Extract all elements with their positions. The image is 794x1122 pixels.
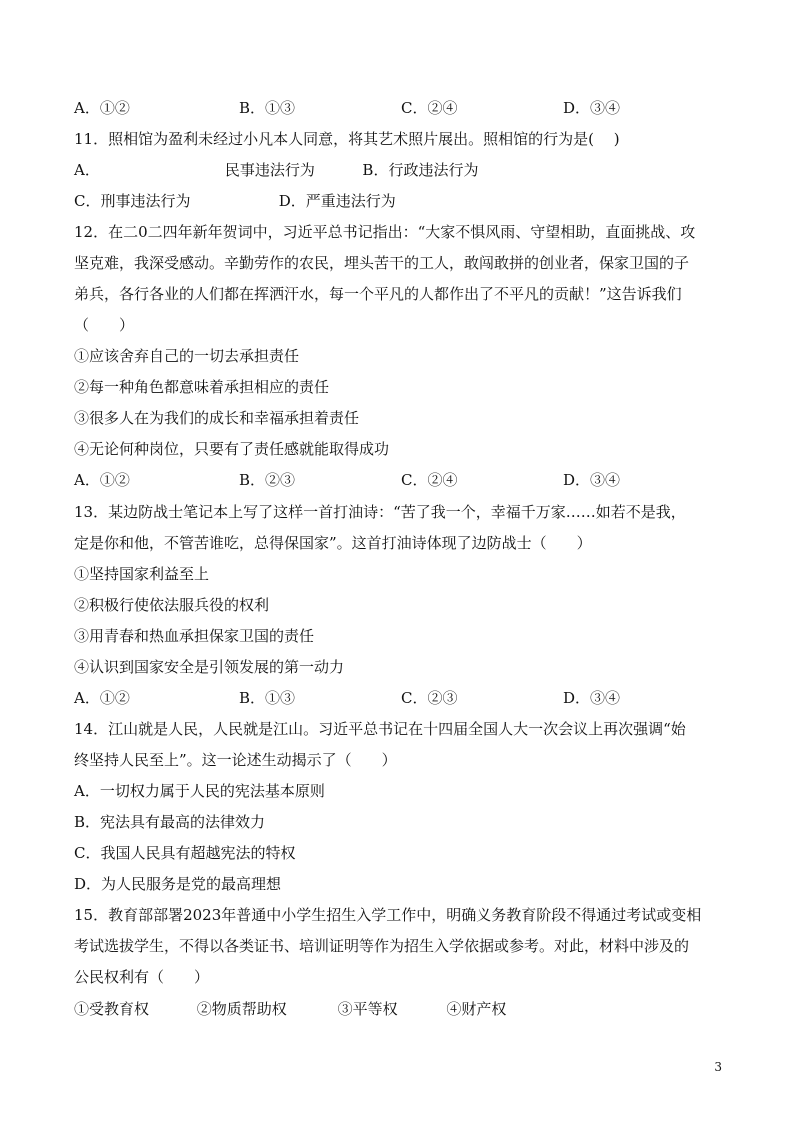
- q14-option-a[interactable]: A．一切权力属于人民的宪法基本原则: [74, 782, 325, 800]
- q13-option-c[interactable]: C．②③: [401, 689, 458, 707]
- q13-options: [74, 688, 722, 708]
- q14-stem-2: 终坚持人民至上”。这一论述生动揭示了（ ）: [74, 751, 397, 769]
- q12-options: [74, 470, 722, 490]
- q13-stem-1: 13．某边防战士笔记本上写了这样一首打油诗：“苦了我一个，幸福千万家……如若不是我，: [74, 503, 686, 521]
- q12-stem-2: 坚克难，我深受感动。辛勤劳作的农民，埋头苦干的工人，敢闯敢拼的创业者，保家卫国的子: [74, 254, 690, 272]
- q12-stem-4: （ ）: [74, 316, 135, 334]
- q12-option-d[interactable]: D．③④: [563, 471, 621, 489]
- q10-option-b[interactable]: B．①③: [239, 99, 296, 117]
- q12-item-1: ①应该舍弃自己的一切去承担责任: [74, 347, 300, 365]
- q11-stem: 11．照相馆为盈利未经过小凡本人同意，将其艺术照片展出。照相馆的行为是( ): [74, 130, 620, 148]
- q12-stem-1: 12．在二0二四年新年贺词中，习近平总书记指出：“大家不惧风雨、守望相助，直面挑战、攻: [74, 223, 696, 241]
- q14-stem-1: 14．江山就是人民，人民就是江山。习近平总书记在十四届全国人大一次会议上再次强调“始: [74, 720, 686, 738]
- q12-option-a[interactable]: A．①②: [74, 471, 130, 489]
- q13-item-2: ②积极行使依法服兵役的权利: [74, 596, 270, 614]
- q10-option-a[interactable]: A．①②: [74, 99, 130, 117]
- q11-option-a-letter: A．: [74, 161, 100, 179]
- q15-item-3: ③平等权: [337, 1000, 398, 1018]
- q13-item-1: ①坚持国家利益至上: [74, 565, 210, 583]
- q10-options: [74, 98, 722, 118]
- q11-options-ab: [74, 160, 722, 180]
- q13-option-a[interactable]: A．①②: [74, 689, 130, 707]
- page-number: 3: [714, 1060, 722, 1074]
- q14-option-d[interactable]: D．为人民服务是党的最高理想: [74, 875, 282, 893]
- q14-option-b[interactable]: B．宪法具有最高的法律效力: [74, 813, 266, 831]
- q10-option-c[interactable]: C．②④: [401, 99, 458, 117]
- q15-item-4: ④财产权: [446, 1000, 507, 1018]
- q12-item-4: ④无论何种岗位，只要有了责任感就能取得成功: [74, 440, 390, 458]
- q12-option-b[interactable]: B．②③: [239, 471, 296, 489]
- q11-option-a[interactable]: [74, 161, 320, 179]
- q11-options-cd: [74, 191, 722, 211]
- q15-stem-3: 公民权利有（ ）: [74, 968, 210, 986]
- q15-items: [74, 999, 722, 1019]
- q15-item-1: ①受教育权: [74, 1000, 150, 1018]
- q12-item-2: ②每一种角色都意味着承担相应的责任: [74, 378, 330, 396]
- q13-option-b[interactable]: B．①③: [239, 689, 296, 707]
- q12-stem-3: 弟兵，各行各业的人们都在挥洒汗水，每一个平凡的人都作出了不平凡的贡献！”这告诉我们: [74, 285, 682, 303]
- q11-option-a-text: 民事违法行为: [224, 161, 315, 179]
- q11-option-c[interactable]: C．刑事违法行为: [74, 192, 191, 210]
- q15-item-2: ②物质帮助权: [196, 1000, 287, 1018]
- q13-stem-2: 定是你和他，不管苦谁吃，总得保国家”。这首打油诗体现了边防战士（ ）: [74, 534, 592, 552]
- q15-stem-1: 15．教育部部署2023年普通中小学生招生入学工作中，明确义务教育阶段不得通过考试或变相: [74, 906, 702, 924]
- q10-option-d[interactable]: D．③④: [563, 99, 621, 117]
- q12-item-3: ③很多人在为我们的成长和幸福承担着责任: [74, 409, 360, 427]
- q13-option-d[interactable]: D．③④: [563, 689, 621, 707]
- q14-option-c[interactable]: C．我国人民具有超越宪法的特权: [74, 844, 296, 862]
- q12-option-c[interactable]: C．②④: [401, 471, 458, 489]
- q11-option-d[interactable]: D．严重违法行为: [278, 192, 396, 210]
- q11-option-b[interactable]: B．行政违法行为: [362, 161, 479, 179]
- q13-item-4: ④认识到国家安全是引领发展的第一动力: [74, 658, 345, 676]
- q15-stem-2: 考试选拔学生，不得以各类证书、培训证明等作为招生入学依据或参考。对此，材料中涉及的: [74, 937, 690, 955]
- q13-item-3: ③用青春和热血承担保家卫国的责任: [74, 627, 315, 645]
